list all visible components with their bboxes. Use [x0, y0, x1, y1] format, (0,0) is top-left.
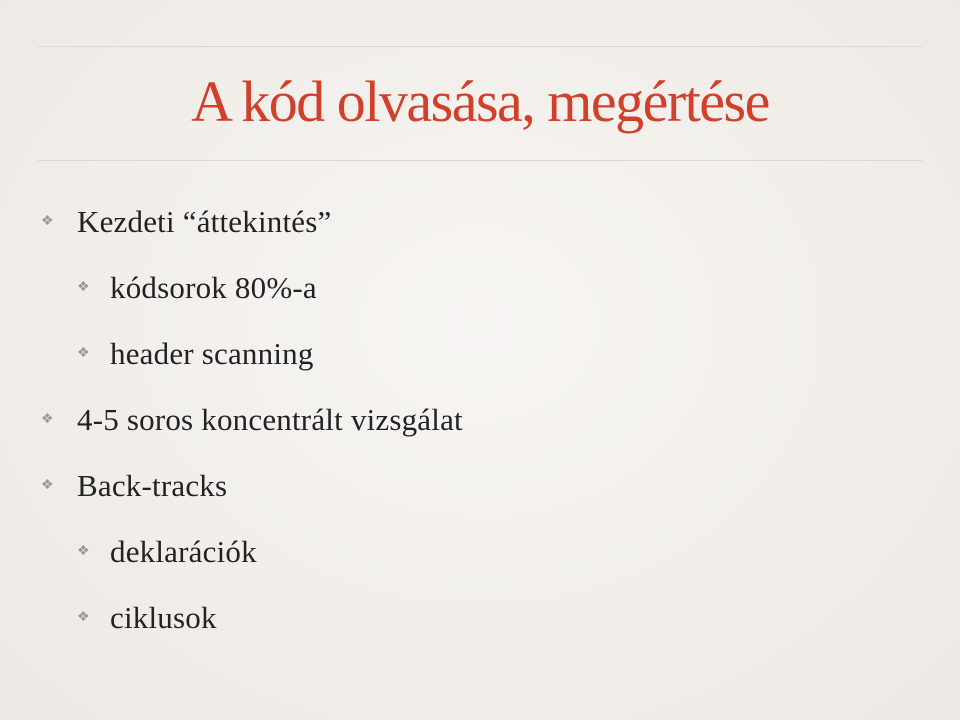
bullet-icon: ❖ — [77, 610, 90, 625]
bullet-item — [41, 202, 332, 242]
bullet-text: Back-tracks — [77, 468, 228, 503]
bullet-icon: ❖ — [77, 544, 90, 559]
bullet-text: ciklusok — [110, 600, 217, 635]
bullet-item — [41, 400, 463, 440]
sub-bullet-item — [77, 532, 257, 572]
sub-bullet-item — [77, 598, 217, 638]
sub-bullet-item — [77, 268, 317, 308]
bullet-text: Kezdeti “áttekintés” — [77, 204, 332, 239]
sub-bullet-item — [77, 334, 314, 374]
bullet-text: 4-5 soros koncentrált vizsgálat — [77, 402, 463, 437]
bullet-icon: ❖ — [41, 478, 54, 493]
bullet-icon: ❖ — [41, 412, 54, 427]
slide-title: A kód olvasása, megértése — [191, 69, 769, 134]
bullet-icon: ❖ — [77, 346, 90, 361]
bullet-icon: ❖ — [77, 280, 90, 295]
bullet-text: deklarációk — [110, 534, 257, 569]
bullet-text: header scanning — [110, 336, 314, 371]
bullet-icon: ❖ — [41, 214, 54, 229]
bullet-item — [41, 466, 228, 506]
bullet-text: kódsorok 80%-a — [110, 270, 317, 305]
